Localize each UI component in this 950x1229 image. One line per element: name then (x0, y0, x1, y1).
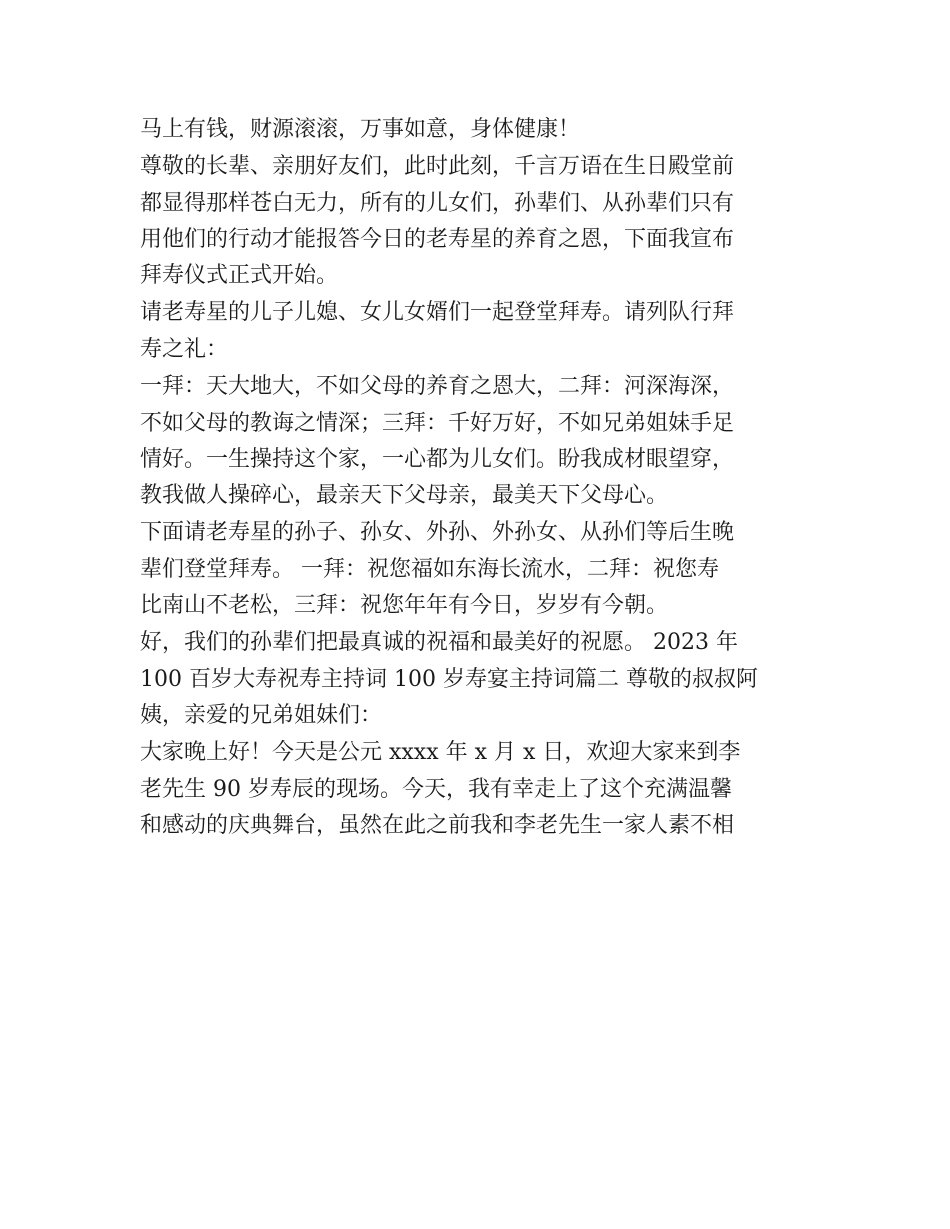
text-line: 不如父母的教诲之情深；三拜：千好万好，不如兄弟姐妹手足 (140, 411, 735, 436)
text-line: 老先生 90 岁寿辰的现场。今天，我有幸走上了这个充满温馨 (140, 777, 732, 802)
text-line: 和感动的庆典舞台，虽然在此之前我和李老先生一家人素不相 (140, 813, 735, 838)
text-line: 都显得那样苍白无力，所有的儿女们，孙辈们、从孙辈们只有 (140, 191, 735, 216)
text-line: 尊敬的长辈、亲朋好友们，此时此刻，千言万语在生日殿堂前 (140, 154, 735, 179)
text-line: 用他们的行动才能报答今日的老寿星的养育之恩，下面我宣布 (140, 227, 735, 252)
text-line: 比南山不老松，三拜：祝您年年有今日，岁岁有今朝。 (140, 593, 669, 618)
text-line: 寿之礼： (140, 337, 229, 362)
text-line: 下面请老寿星的孙子、孙女、外孙、外孙女、从孙们等后生晚 (140, 520, 735, 545)
text-line: 马上有钱，财源滚滚，万事如意，身体健康！ (140, 117, 581, 142)
text-line: 情好。一生操持这个家，一心都为儿女们。盼我成材眼望穿， (140, 447, 735, 472)
text-line: 教我做人操碎心，最亲天下父母亲，最美天下父母心。 (140, 483, 669, 508)
text-line: 拜寿仪式正式开始。 (140, 263, 339, 288)
text-line: 姨，亲爱的兄弟姐妹们： (140, 703, 383, 728)
text-line: 好，我们的孙辈们把最真诚的祝福和最美好的祝愿。 2023 年 (140, 630, 738, 655)
text-line: 请老寿星的儿子儿媳、女儿女婿们一起登堂拜寿。请列队行拜 (140, 300, 735, 325)
text-line: 100 百岁大寿祝寿主持词 100 岁寿宴主持词篇二 尊敬的叔叔阿 (140, 667, 758, 692)
text-line: 大家晚上好！今天是公元 xxxx 年 x 月 x 日，欢迎大家来到李 (140, 740, 741, 765)
text-line: 辈们登堂拜寿。 一拜：祝您福如东海长流水，二拜：祝您寿 (140, 557, 719, 582)
document-body (140, 112, 820, 844)
text-line: 一拜：天大地大，不如父母的养育之恩大，二拜：河深海深， (140, 374, 735, 399)
